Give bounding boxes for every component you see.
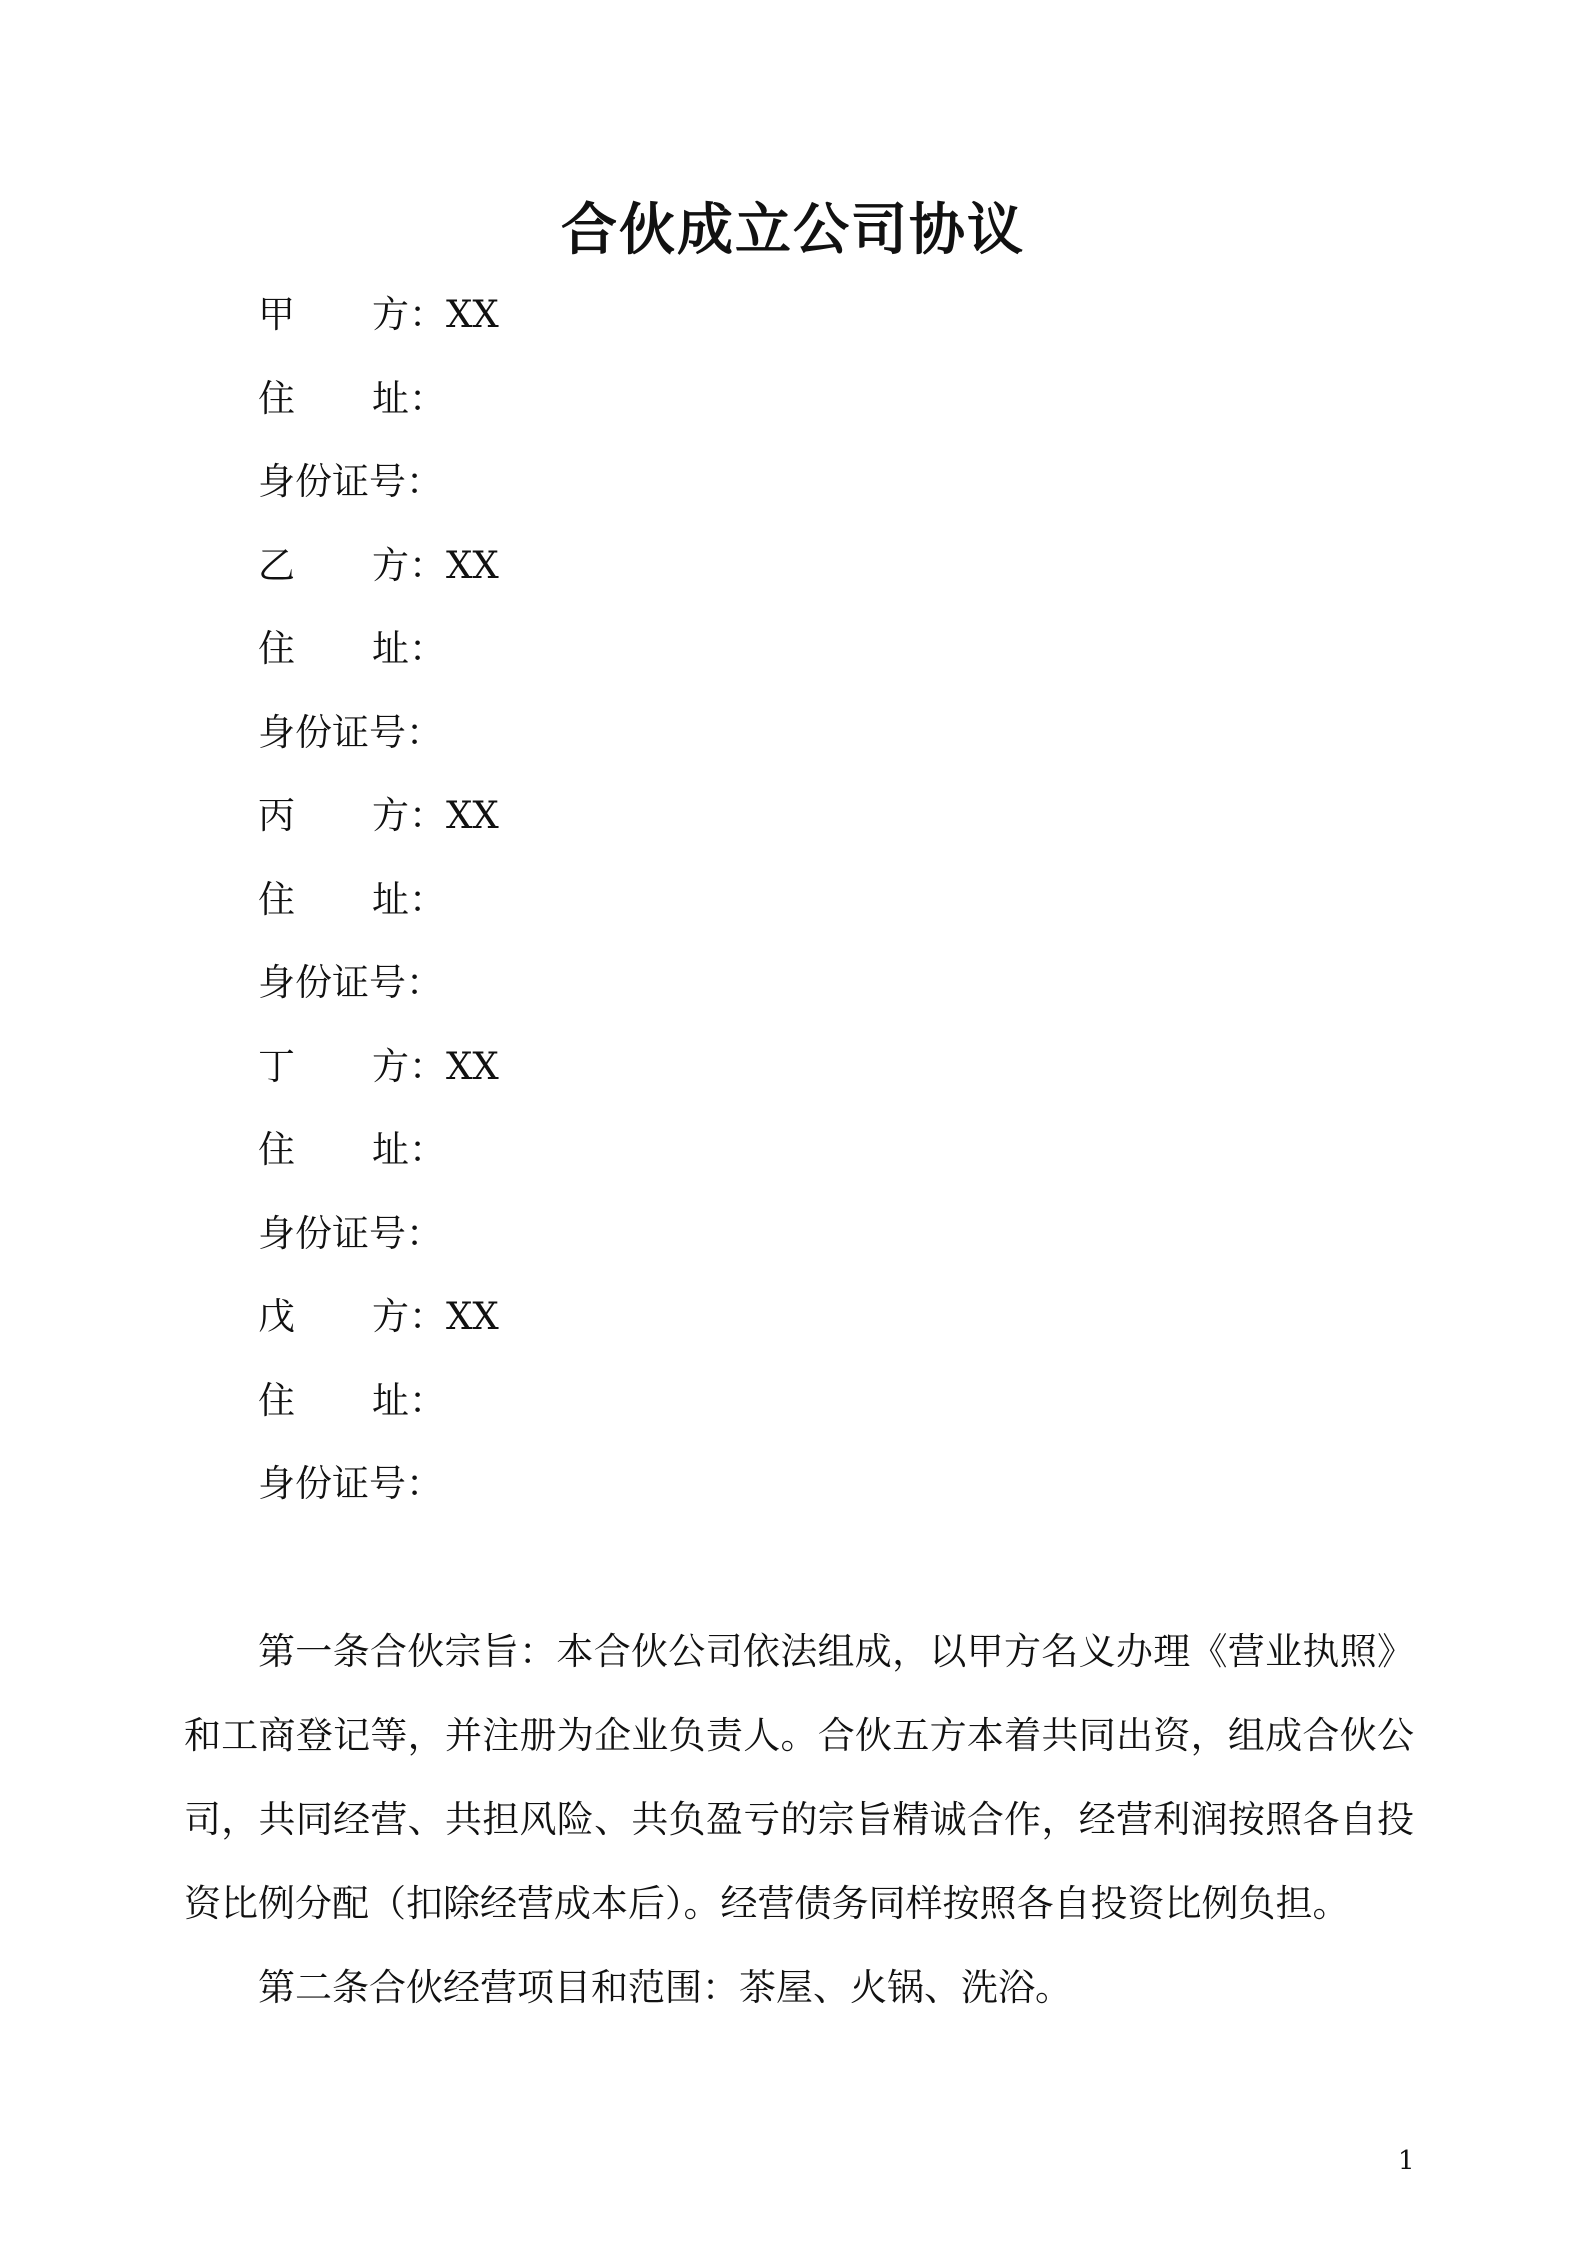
party-id-label: 身份证号： [258,1211,443,1255]
party-address-label-first: 住 [258,376,295,420]
party-address-row [258,614,499,698]
party-name-value: XX [446,293,499,336]
document-title: 合伙成立公司协议 [561,197,1025,263]
party-name-label-second: 方： [372,794,446,837]
party-name-value: XX [446,543,499,587]
party-address-label-first: 住 [258,877,295,921]
party-name-value: XX [446,1044,499,1088]
party-name-row [258,531,499,615]
party-name-row [258,1032,499,1116]
party-name-label-first: 乙 [258,543,295,587]
party-id-row [258,447,499,531]
party-id-row [258,698,499,782]
party-name-row [258,280,499,364]
page-number: 1 [1398,2146,1415,2176]
party-id-label: 身份证号： [258,460,443,503]
clause-paragraph: 第二条合伙经营项目和范围：茶屋、火锅、洗浴。 [258,1966,1072,2009]
party-name-value: XX [446,794,499,837]
party-name-value: XX [446,1295,499,1338]
party-name-label-second: 方： [372,1044,446,1088]
party-address-row [258,1366,499,1450]
party-address-row [258,1115,499,1199]
party-name-label-second: 方： [372,1295,446,1338]
party-address-row [258,865,499,949]
party-address-label-first: 住 [258,1378,295,1422]
party-address-label-second: 址： [372,1128,446,1171]
party-address-label-first: 住 [258,1128,295,1171]
party-name-row [258,781,499,865]
party-address-label-second: 址： [372,627,446,670]
party-id-label: 身份证号： [258,961,443,1004]
party-name-label-first: 丙 [258,794,295,837]
party-name-label-second: 方： [372,293,446,336]
party-name-label-second: 方： [372,543,446,587]
party-address-label-second: 址： [372,1378,446,1422]
party-id-label: 身份证号： [258,1462,443,1505]
party-id-label: 身份证号： [258,710,443,754]
party-address-label-first: 住 [258,627,295,670]
party-name-label-first: 丁 [258,1044,295,1088]
party-info-block [258,280,499,1533]
party-id-row [258,948,499,1032]
party-name-label-first: 戊 [258,1295,295,1338]
party-address-label-second: 址： [372,376,446,420]
clause-paragraph: 第一条合伙宗旨：本合伙公司依法组成，以甲方名义办理《营业执照》和工商登记等，并注册为企业负责人。合伙五方本着共同出资，组成合伙公司，共同经营、共担风险、共负盈亏的宗旨精诚合作，经营利润按照各自投资比例分配（扣除经营成本后）。经营债务同样按照各自投资比例负担。 [184,1630,1414,1925]
party-name-label-first: 甲 [258,293,295,336]
party-id-row [258,1449,499,1533]
party-name-row [258,1282,499,1366]
party-id-row [258,1199,499,1283]
party-address-label-second: 址： [372,877,446,921]
party-address-row [258,364,499,448]
clauses-section [184,1610,1414,2030]
